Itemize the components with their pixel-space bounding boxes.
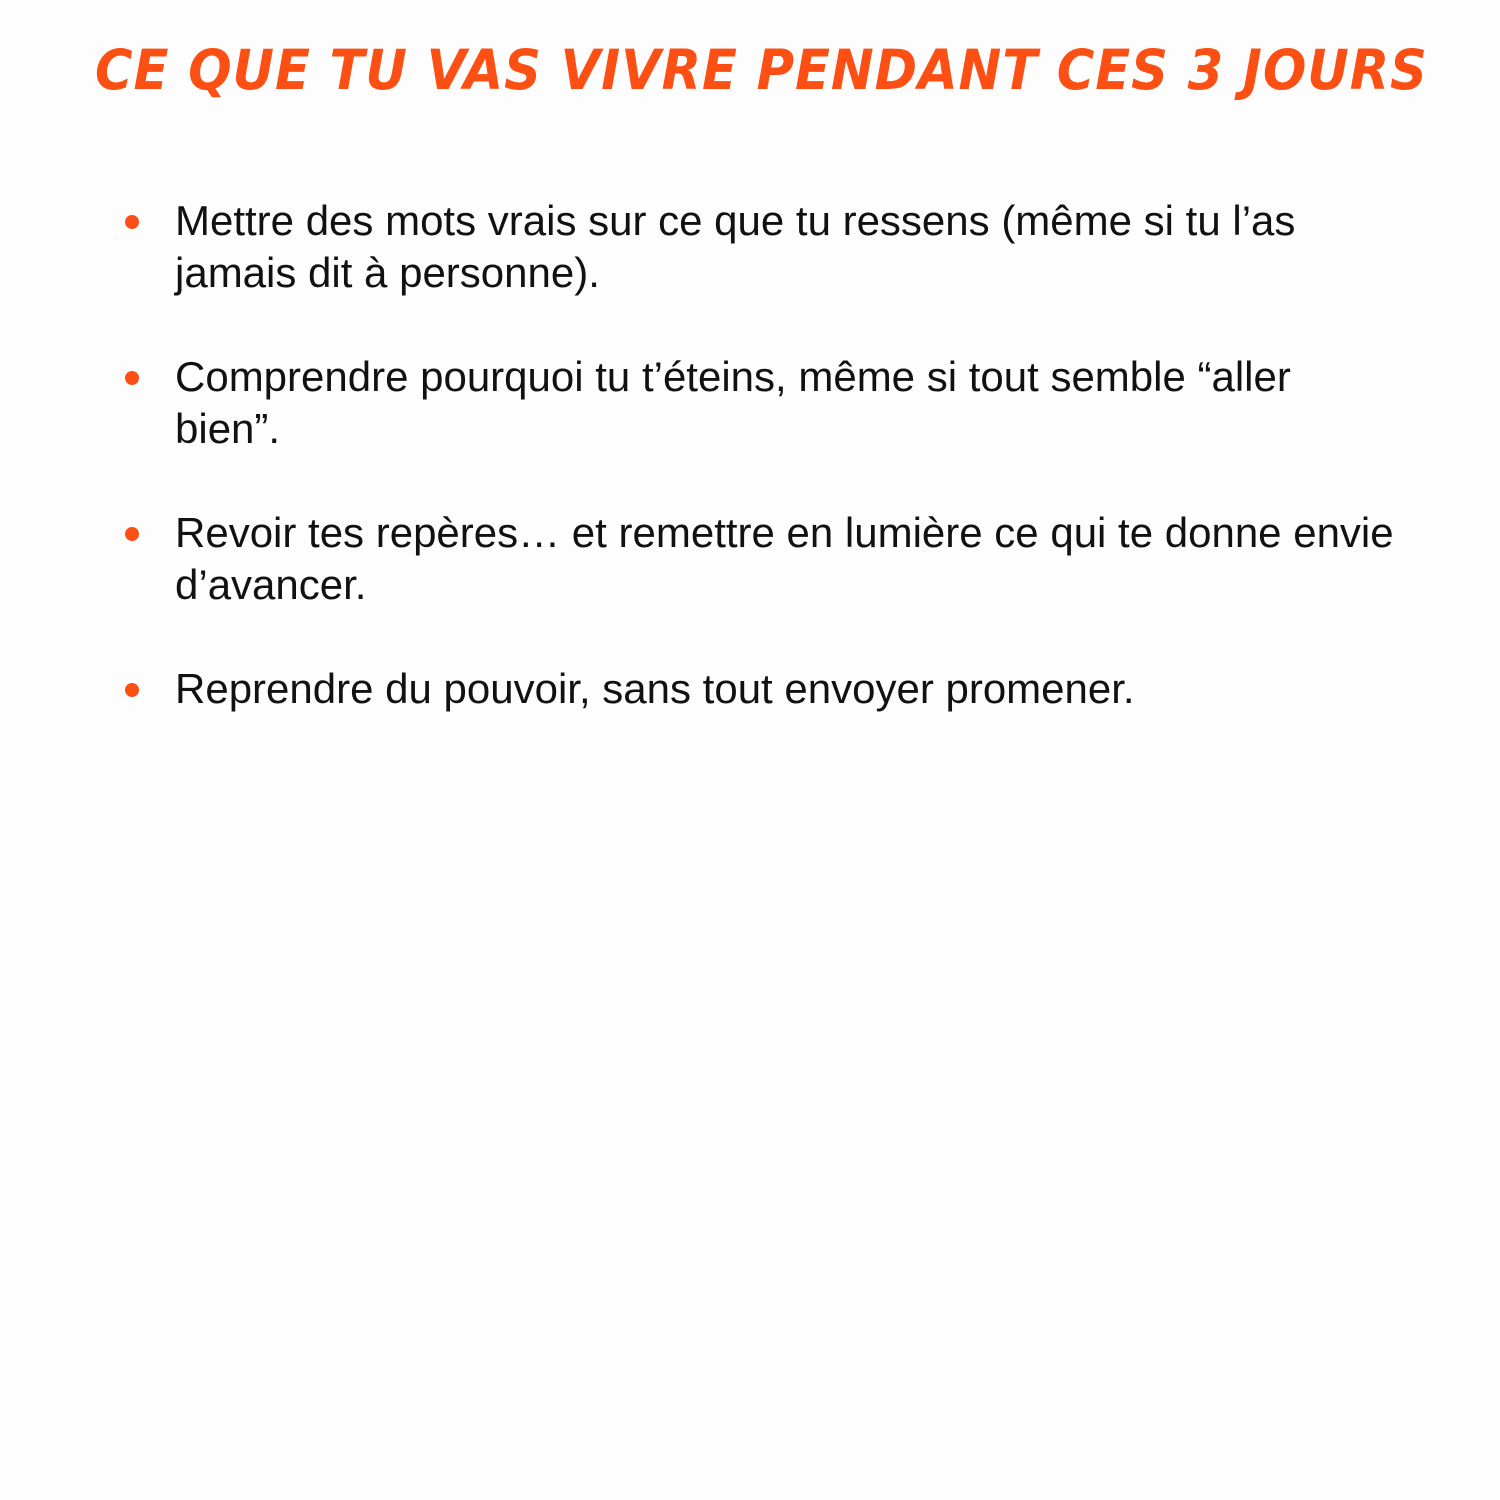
bullet-dot-icon — [125, 371, 139, 385]
list-item — [120, 195, 1400, 299]
list-item-text: Mettre des mots vrais sur ce que tu ressens (même si tu l’as jamais dit à personne). — [175, 197, 1296, 296]
list-item — [120, 663, 1400, 715]
page-title: CE QUE TU VAS VIVRE PENDANT CES 3 JOURS — [95, 38, 1428, 102]
bullet-dot-icon — [125, 527, 139, 541]
bullet-dot-icon — [125, 683, 139, 697]
bullet-dot-icon — [125, 215, 139, 229]
list-item — [120, 351, 1400, 455]
list-item — [120, 507, 1400, 611]
bullet-list — [120, 195, 1400, 767]
list-item-text: Revoir tes repères… et remettre en lumière ce qui te donne envie d’avancer. — [175, 509, 1394, 608]
list-item-text: Comprendre pourquoi tu t’éteins, même si tout semble “aller bien”. — [175, 353, 1291, 452]
list-item-text: Reprendre du pouvoir, sans tout envoyer promener. — [175, 665, 1135, 712]
